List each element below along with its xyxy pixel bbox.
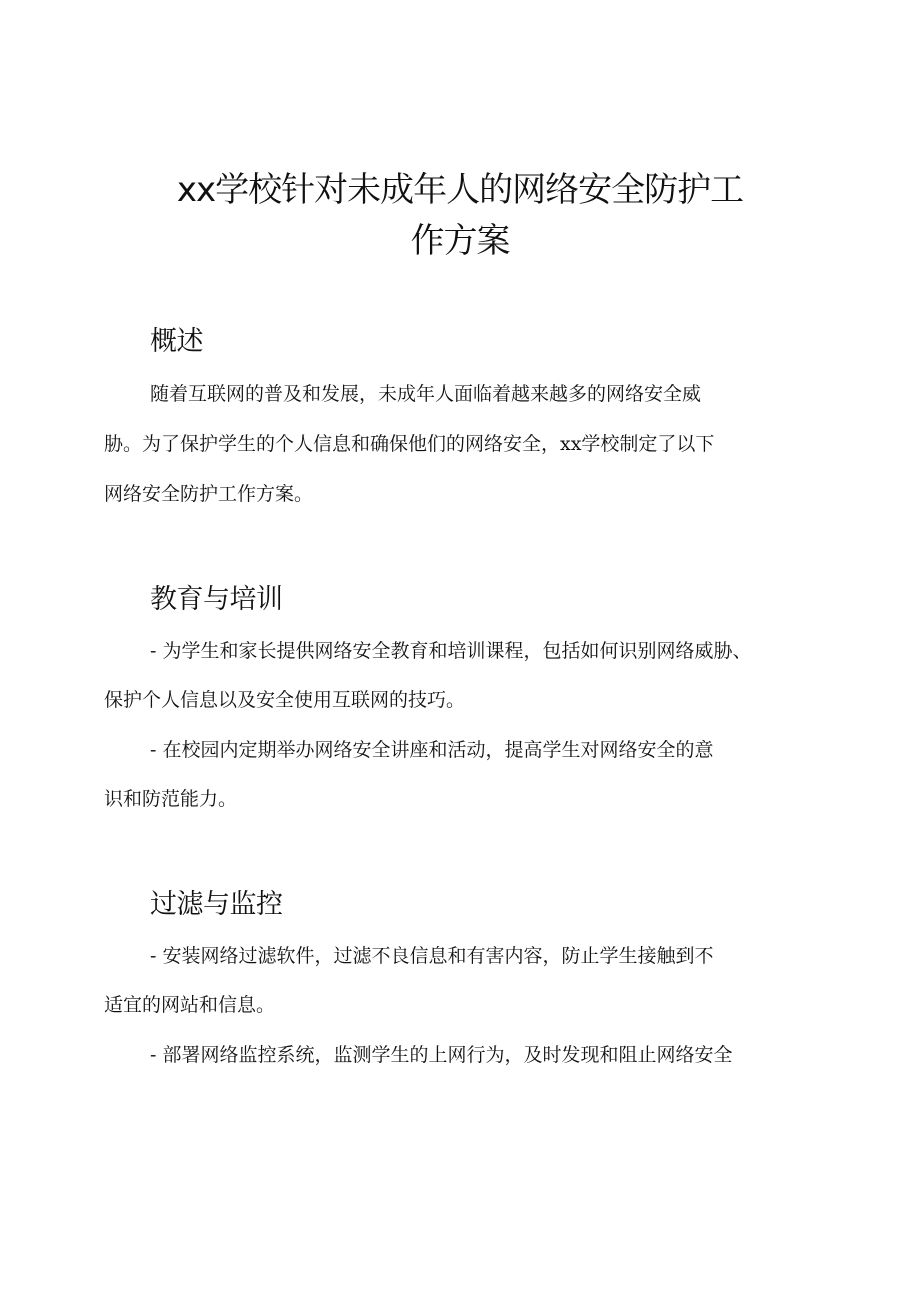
filtering-line-1: - 安装网络过滤软件，过滤不良信息和有害内容，防止学生接触到不: [150, 945, 714, 967]
overview-line-3: 网络安全防护工作方案。: [104, 483, 314, 505]
title-line-2: 作方案: [410, 221, 510, 261]
filtering-line-2: 适宜的网站和信息。: [104, 994, 276, 1016]
overview-line-1: 随着互联网的普及和发展，未成年人面临着越来越多的网络安全威: [150, 383, 702, 405]
education-line-2: 保护个人信息以及安全使用互联网的技巧。: [104, 689, 466, 711]
title-line-1: xx学校针对未成年人的网络安全防护工: [176, 170, 744, 210]
education-line-1: - 为学生和家长提供网络安全教育和培训课程，包括如何识别网络威胁、: [150, 640, 752, 662]
filtering-line-3: - 部署网络监控系统，监测学生的上网行为，及时发现和阻止网络安全: [150, 1044, 733, 1066]
education-line-3: - 在校园内定期举办网络安全讲座和活动，提高学生对网络安全的意: [150, 739, 714, 761]
section-heading-overview: 概述: [150, 326, 203, 357]
document-title: [150, 165, 770, 267]
education-line-4: 识和防范能力。: [104, 788, 238, 810]
section-heading-filtering-monitoring: 过滤与监控: [150, 889, 283, 920]
overview-line-2: 胁。为了保护学生的个人信息和确保他们的网络安全，xx学校制定了以下: [104, 433, 715, 455]
section-heading-education-training: 教育与培训: [150, 584, 283, 615]
